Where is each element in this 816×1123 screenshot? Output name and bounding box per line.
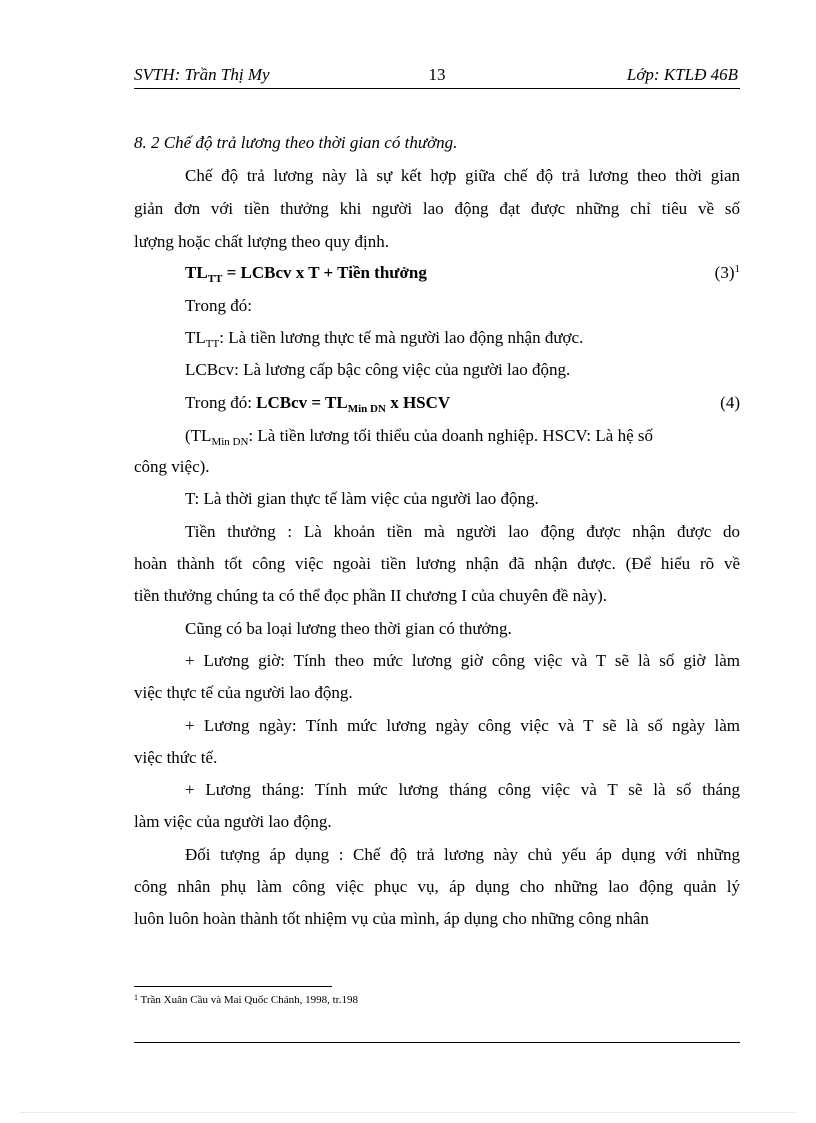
paragraph-line: Tiền thưởng : Là khoản tiền mà người lao động được nhận được do xyxy=(185,522,740,541)
list-item-daily: + Lương ngày: Tính mức lương ngày công việc và T sẽ là số ngày làm xyxy=(185,716,740,735)
paragraph-line: giản đơn với tiền thưởng khi người lao động đạt được những chỉ tiêu về số xyxy=(134,199,740,218)
formula-4: Trong đó: LCBcv = $TL_{Min DN}$ x HSCV (4) xyxy=(185,393,740,415)
page-header xyxy=(134,64,740,89)
paragraph-line: lượng hoặc chất lượng theo quy định. xyxy=(134,232,389,251)
paragraph-line: Đối tượng áp dụng : Chế độ trả lương này chủ yếu áp dụng với những xyxy=(185,845,740,864)
list-item-hourly: + Lương giờ: Tính theo mức lương giờ công việc và T sẽ là số giờ làm xyxy=(185,651,740,670)
paragraph-line: Cũng có ba loại lương theo thời gian có thưởng. xyxy=(185,619,512,638)
formula-number: $(3)^1$ xyxy=(714,263,740,282)
trong-do-label: Trong đó: xyxy=(185,296,252,315)
paragraph-line: việc thực tế của người lao động. xyxy=(134,683,353,702)
paragraph-line: tiền thưởng chúng ta có thể đọc phần II chương I của chuyên đề này). xyxy=(134,586,608,605)
definition-t: T: Là thời gian thực tế làm việc của người lao động. xyxy=(185,489,539,508)
formula-3: $TL_{TT}$ = LCBcv x T + Tiền thưởng $(3)^1$ xyxy=(185,263,740,285)
paragraph-line: hoàn thành tốt công việc ngoài tiền lương nhận đã nhận được. (Để hiểu rõ về xyxy=(134,554,740,573)
list-item-monthly: + Lương tháng: Tính mức lương tháng công việc và T sẽ là số tháng xyxy=(185,780,740,799)
paragraph-line: làm việc của người lao động. xyxy=(134,812,332,831)
student-name: SVTH: Trần Thị My xyxy=(134,65,270,84)
footnote: $^1$ Trần Xuân Cầu và Mai Quốc Chánh, 1998, tr.198 xyxy=(134,993,358,1006)
formula-number: (4) xyxy=(720,393,740,412)
definition-tlmin: ($TL_{Min DN}$: Là tiền lương tối thiểu của doanh nghiệp. HSCV: Là hệ số xyxy=(185,426,653,448)
paragraph-line: luôn luôn hoàn thành tốt nhiệm vụ của mình, áp dụng cho những công nhân xyxy=(134,909,649,928)
definition-lcbcv: LCBcv: Là lương cấp bậc công việc của người lao động. xyxy=(185,360,571,379)
definition-tl: $TL_{TT}$: Là tiền lương thực tế mà người lao động nhận được. xyxy=(185,328,584,350)
footnote-mark: 1 xyxy=(734,263,740,275)
paragraph-line: công nhân phụ làm công việc phục vụ, áp dụng cho những lao động quản lý xyxy=(134,877,740,896)
paragraph-line: công việc). xyxy=(134,457,210,476)
footnote-separator xyxy=(134,986,332,987)
footer-rule xyxy=(134,1042,740,1043)
page-number: 13 xyxy=(428,65,446,84)
paragraph-line: Chế độ trả lương này là sự kết hợp giữa chế độ trả lương theo thời gian xyxy=(185,166,740,185)
class-name: Lớp: KTLĐ 46B xyxy=(626,65,738,84)
section-title: 8. 2 Chế độ trả lương theo thời gian có thưởng. xyxy=(134,133,458,152)
paragraph-line: việc thức tế. xyxy=(134,748,218,767)
page-edge xyxy=(20,1112,796,1113)
